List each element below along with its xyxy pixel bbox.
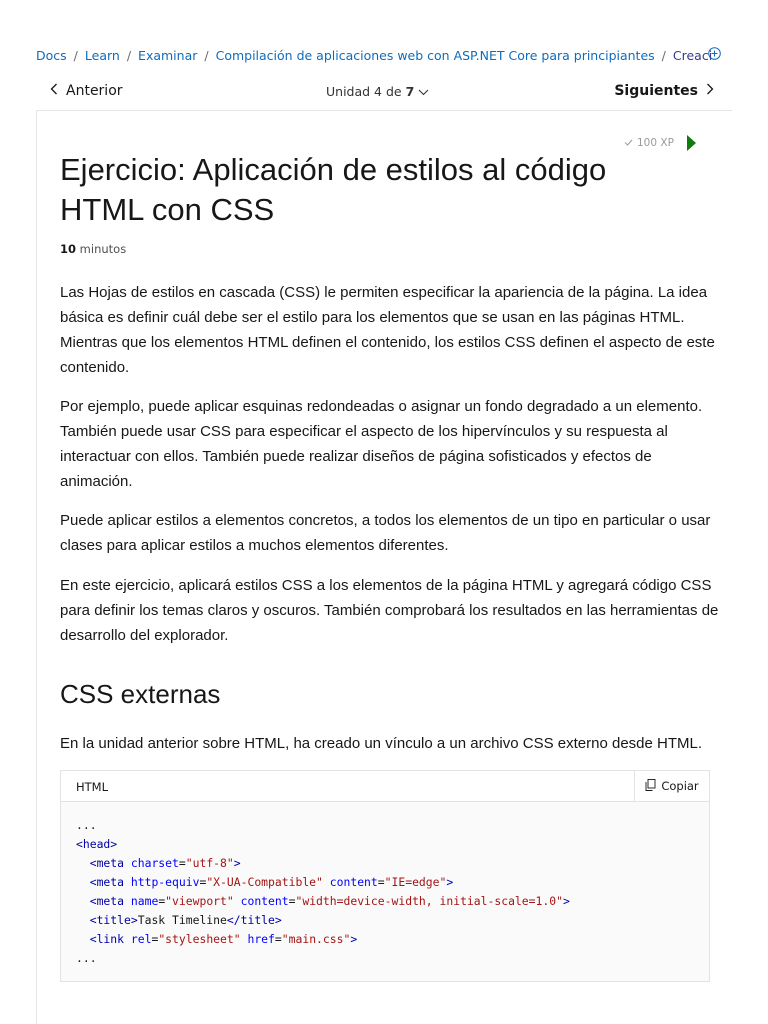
code-line: <meta http-equiv="X-UA-Compatible" content="IE=edge"> — [89, 875, 454, 889]
breadcrumb-docs[interactable]: Docs — [36, 47, 67, 63]
previous-unit-label: Anterior — [66, 83, 123, 99]
code-line: <head> — [76, 837, 118, 851]
code-block — [60, 770, 710, 982]
xp-badge — [624, 137, 674, 149]
code-language: HTML — [76, 780, 109, 794]
breadcrumb-separator: / — [204, 47, 209, 63]
add-circle-icon[interactable] — [707, 46, 721, 60]
unit-counter-total: 7 — [405, 84, 415, 99]
exercise-paragraph: En este ejercicio, aplicará estilos CSS a los elementos de la página HTML y agregará código CSS para definir los temas claros y oscuros. También comprobará los resultados en las herramientas de desarrollo del explorador. — [60, 577, 719, 644]
breadcrumb — [36, 46, 716, 64]
breadcrumb-separator: / — [126, 47, 132, 63]
checkmark-icon — [624, 137, 633, 149]
code-line: <meta charset="utf-8"> — [89, 856, 241, 870]
breadcrumb-separator: / — [661, 47, 666, 63]
breadcrumb-examinar[interactable]: Examinar — [138, 47, 198, 63]
breadcrumb-separator: / — [73, 47, 78, 63]
previous-unit-link[interactable] — [50, 83, 123, 99]
next-unit-label: Siguientes — [614, 83, 698, 99]
breadcrumb-module[interactable]: Compilación de aplicaciones web con ASP.NET Core para principiantes — [215, 47, 655, 63]
copy-button[interactable] — [634, 771, 709, 801]
play-icon[interactable] — [687, 135, 696, 151]
copy-icon — [645, 779, 656, 794]
next-unit-link[interactable] — [614, 83, 714, 99]
unit-counter-prefix: Unidad 4 de — [326, 84, 402, 99]
breadcrumb-learn[interactable]: Learn — [84, 47, 120, 63]
unit-counter-dropdown[interactable] — [326, 84, 429, 99]
chevron-down-icon — [418, 84, 429, 99]
code-line: <title>Task Timeline</title> — [89, 913, 282, 927]
intro-paragraph: Las Hojas de estilos en cascada (CSS) le permiten especificar la apariencia de la página. La idea básica es definir cuál debe ser el estilo para los elementos que se usan en las páginas HTML. Mientras que los elementos HTML definen el contenido, los estilos CSS definen el aspecto de este contenido. — [60, 284, 715, 376]
xp-value: 100 XP — [637, 137, 674, 149]
chevron-left-icon — [50, 83, 58, 99]
code-line: <meta name="viewport" content="width=device-width, initial-scale=1.0"> — [89, 894, 570, 908]
code-header — [61, 771, 709, 802]
duration-unit: minutos — [79, 242, 127, 256]
duration — [60, 242, 126, 256]
chevron-right-icon — [706, 83, 714, 99]
code-body — [61, 802, 709, 968]
code-line: ... — [76, 951, 97, 965]
copy-label: Copiar — [661, 779, 699, 793]
unit-navigation — [36, 80, 724, 104]
duration-value: 10 — [60, 242, 77, 256]
breadcrumb-current[interactable]: Creaci — [672, 47, 713, 63]
code-line: ... — [76, 818, 97, 832]
section-paragraph: En la unidad anterior sobre HTML, ha creado un vínculo a un archivo CSS externo desde HTML. — [60, 735, 703, 752]
example-paragraph: Por ejemplo, puede aplicar esquinas redondeadas o asignar un fondo degradado a un elemento. También puede usar CSS para especificar el aspecto de los hipervínculos y su respuesta al interactuar con ellos. También puede realizar diseños de página sofisticados y efectos de animación. — [60, 398, 703, 490]
code-line: <link rel="stylesheet" href="main.css"> — [89, 932, 358, 946]
section-heading: CSS externas — [60, 679, 221, 709]
page-title: Ejercicio: Aplicación de estilos al código HTML con CSS — [60, 152, 607, 227]
selectors-paragraph: Puede aplicar estilos a elementos concretos, a todos los elementos de un tipo en particular o usar clases para aplicar estilos a muchos elementos diferentes. — [60, 512, 711, 554]
